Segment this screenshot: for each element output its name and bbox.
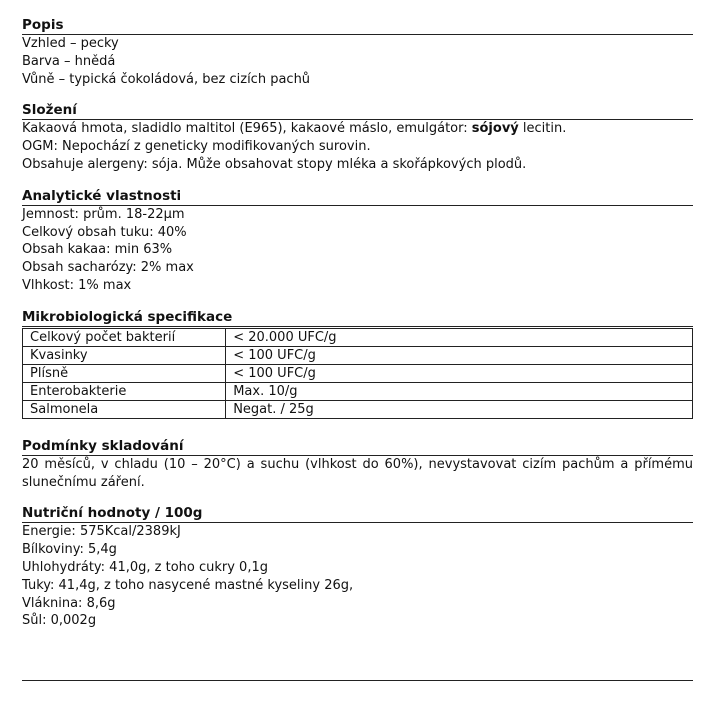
- micro-value: Max. 10/g: [226, 382, 693, 400]
- analyticke-line: Obsah sacharózy: 2% max: [22, 260, 194, 276]
- table-row: [23, 400, 693, 418]
- micro-table: [22, 328, 693, 419]
- heading-popis: Popis: [22, 16, 693, 35]
- spec-sheet: [22, 16, 693, 643]
- heading-nutricni: Nutriční hodnoty / 100g: [22, 504, 693, 523]
- nutrition-line: Sůl: 0,002g: [22, 613, 97, 629]
- heading-skladovani: Podmínky skladování: [22, 437, 693, 456]
- analyticke-line: Celkový obsah tuku: 40%: [22, 224, 187, 240]
- section-popis: [22, 16, 693, 88]
- micro-name: Salmonela: [23, 400, 226, 418]
- analyticke-line: Vlhkost: 1% max: [22, 277, 132, 293]
- slozeni-ingredients: [22, 120, 693, 138]
- table-row: [23, 328, 693, 346]
- table-row: [23, 382, 693, 400]
- micro-name: Celkový počet bakterií: [23, 328, 226, 346]
- popis-line-color: Barva – hnědá: [22, 53, 116, 69]
- section-nutricni: [22, 504, 693, 630]
- micro-name: Plísně: [23, 364, 226, 382]
- section-mikro: [22, 308, 693, 419]
- nutrition-line: Tuky: 41,4g, z toho nasycené mastné kyseliny 26g,: [22, 577, 354, 593]
- heading-mikro: Mikrobiologická specifikace: [22, 308, 693, 327]
- micro-value: < 100 UFC/g: [226, 364, 693, 382]
- micro-value: Negat. / 25g: [226, 400, 693, 418]
- analyticke-line: Obsah kakaa: min 63%: [22, 242, 173, 258]
- section-analyticke: [22, 187, 693, 295]
- allergen-bold: sójový: [471, 121, 519, 137]
- storage-text: 20 měsíců, v chladu (10 – 20°C) a suchu (vlhkost do 60%), nevystavovat cizím pachům a přímému slunečnímu záření.: [22, 456, 693, 490]
- micro-value: < 20.000 UFC/g: [226, 328, 693, 346]
- micro-name: Enterobakterie: [23, 382, 226, 400]
- bottom-divider: [22, 680, 693, 681]
- micro-value: < 100 UFC/g: [226, 346, 693, 364]
- nutrition-line: Vláknina: 8,6g: [22, 595, 116, 611]
- micro-name: Kvasinky: [23, 346, 226, 364]
- heading-analyticke: Analytické vlastnosti: [22, 187, 693, 206]
- nutrition-line: Energie: 575Kcal/2389kJ: [22, 524, 181, 540]
- nutrition-line: Bílkoviny: 5,4g: [22, 542, 117, 558]
- slozeni-allergens: Obsahuje alergeny: sója. Může obsahovat stopy mléka a skořápkových plodů.: [22, 156, 527, 172]
- table-row: [23, 346, 693, 364]
- popis-line-appearance: Vzhled – pecky: [22, 36, 119, 51]
- popis-line-smell: Vůně – typická čokoládová, bez cizích pachů: [22, 71, 311, 87]
- section-slozeni: [22, 101, 693, 173]
- section-skladovani: [22, 437, 693, 492]
- analyticke-line: Jemnost: prům. 18-22µm: [22, 206, 185, 222]
- heading-slozeni: Složení: [22, 101, 693, 120]
- nutrition-line: Uhlohydráty: 41,0g, z toho cukry 0,1g: [22, 559, 268, 575]
- slozeni-gmo: OGM: Nepochází z geneticky modifikovaných surovin.: [22, 139, 371, 155]
- ingredients-text: Kakaová hmota, sladidlo maltitol (E965), kakaové máslo, emulgátor:: [22, 121, 472, 137]
- ingredients-end: lecitin.: [518, 121, 567, 137]
- table-row: [23, 364, 693, 382]
